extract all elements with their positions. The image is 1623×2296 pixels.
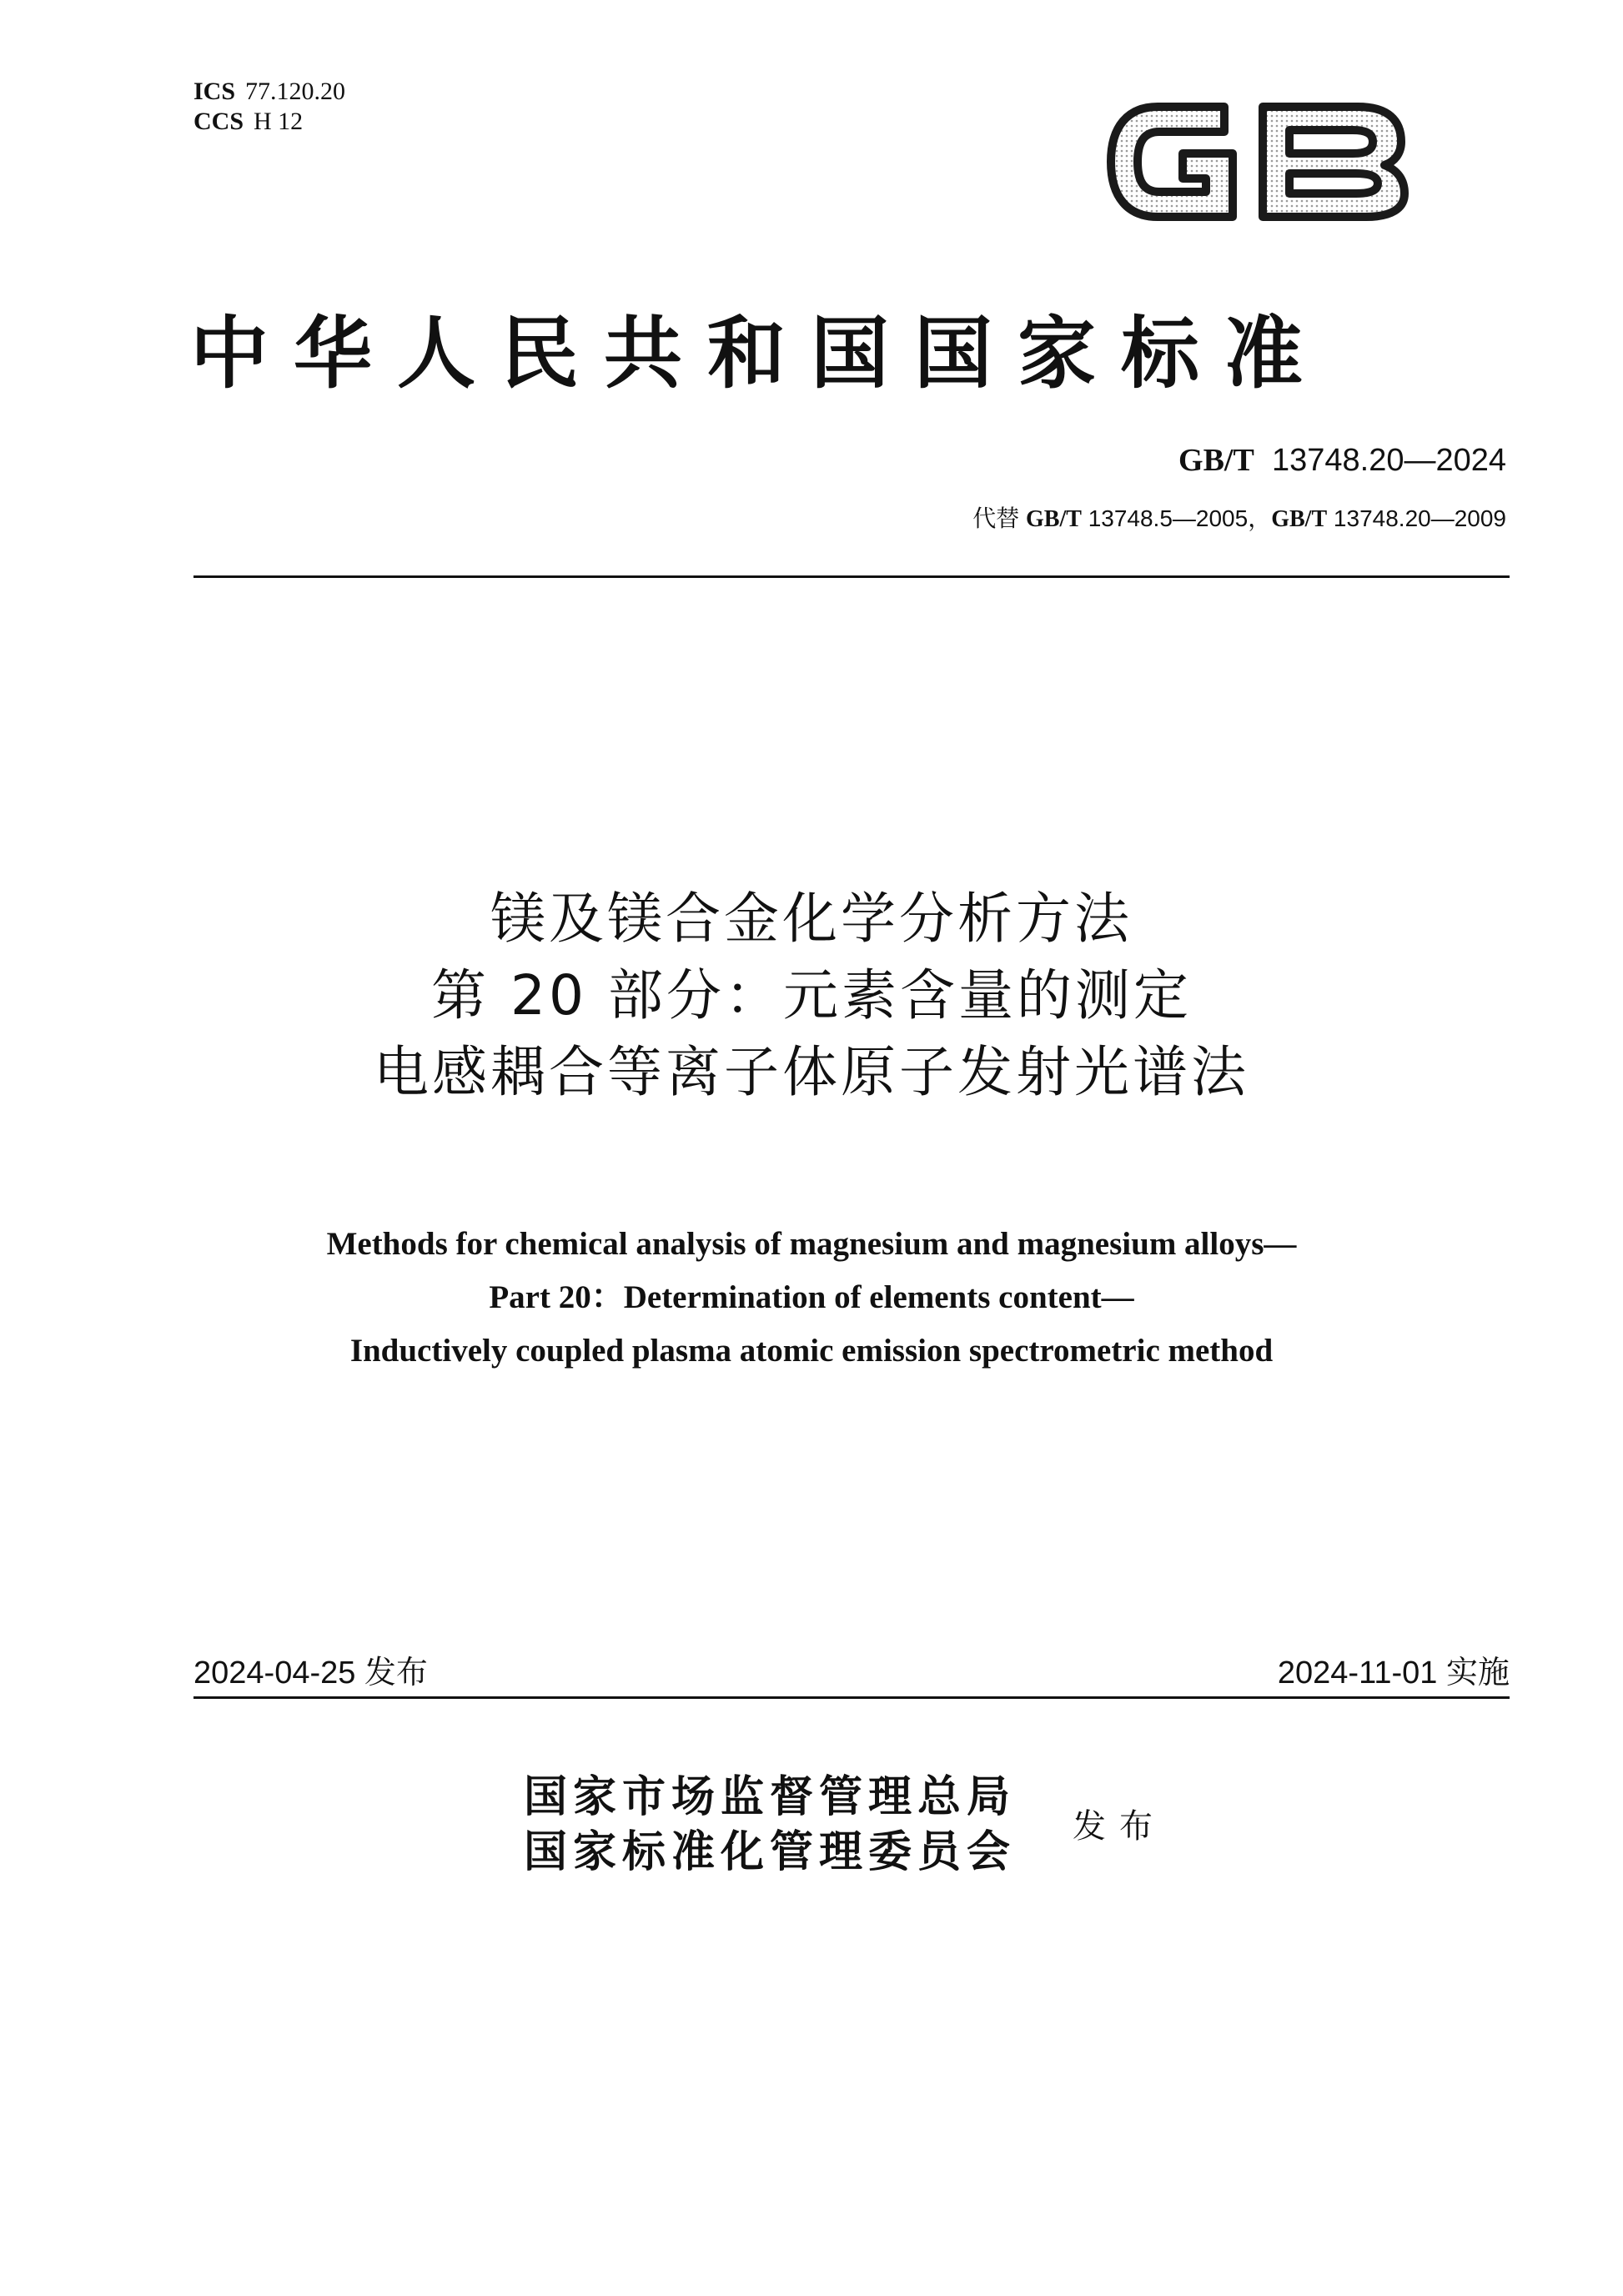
ccs-value: H 12 <box>254 108 304 135</box>
ics-value: 77.120.20 <box>245 78 346 105</box>
standard-number-value: 13748.20—2024 <box>1271 443 1506 478</box>
chinese-title-line-1: 镁及镁合金化学分析方法 <box>490 887 1133 951</box>
national-standard-title: 中华人民共和国国家标准 <box>190 308 1329 399</box>
publish-label: 发布 <box>1073 1807 1166 1846</box>
top-divider <box>193 575 1510 578</box>
replaces-number-2: 13748.20—2009 <box>1333 505 1506 531</box>
replaces-prefix-2: GB/T <box>1271 506 1328 532</box>
implementation-date: 2024-11-01 实施 <box>1277 1655 1510 1691</box>
replaces-prefix-1: GB/T <box>1025 506 1082 532</box>
chinese-title-line-2: 第 20 部分：元素含量的测定 <box>431 963 1192 1027</box>
chinese-title-line-3: 电感耦合等离子体原子发射光谱法 <box>374 1040 1249 1104</box>
ics-label: ICS <box>193 78 236 105</box>
classification-codes <box>193 77 345 137</box>
replaces-line <box>972 500 1506 534</box>
issuer-samr: 国家市场监督管理总局 <box>524 1771 1017 1822</box>
english-title <box>0 1218 1623 1378</box>
issue-date: 2024-04-25 发布 <box>193 1655 428 1691</box>
issuer-sac: 国家标准化管理委员会 <box>524 1826 1017 1877</box>
gb-logo-text: GB <box>1099 83 1101 84</box>
ccs-code <box>193 107 345 137</box>
replaces-label: 代替 <box>972 505 1020 531</box>
bottom-divider <box>193 1696 1510 1699</box>
issuing-authorities <box>524 1770 1016 1880</box>
chinese-title <box>0 881 1623 1111</box>
ics-code <box>193 77 345 107</box>
english-title-line-1: Methods for chemical analysis of magnesium and magnesium alloys— <box>326 1226 1297 1262</box>
english-title-line-2: Part 20：Determination of elements content— <box>489 1279 1134 1315</box>
replaces-number-1: 13748.5—2005 <box>1088 505 1249 531</box>
standard-prefix: GB/T <box>1178 443 1254 478</box>
english-title-line-3: Inductively coupled plasma atomic emission spectrometric method <box>349 1333 1274 1369</box>
gb-logo <box>1099 83 1416 240</box>
standard-number <box>1178 442 1506 479</box>
replaces-separator: ， <box>1248 505 1272 531</box>
ccs-label: CCS <box>193 108 244 135</box>
